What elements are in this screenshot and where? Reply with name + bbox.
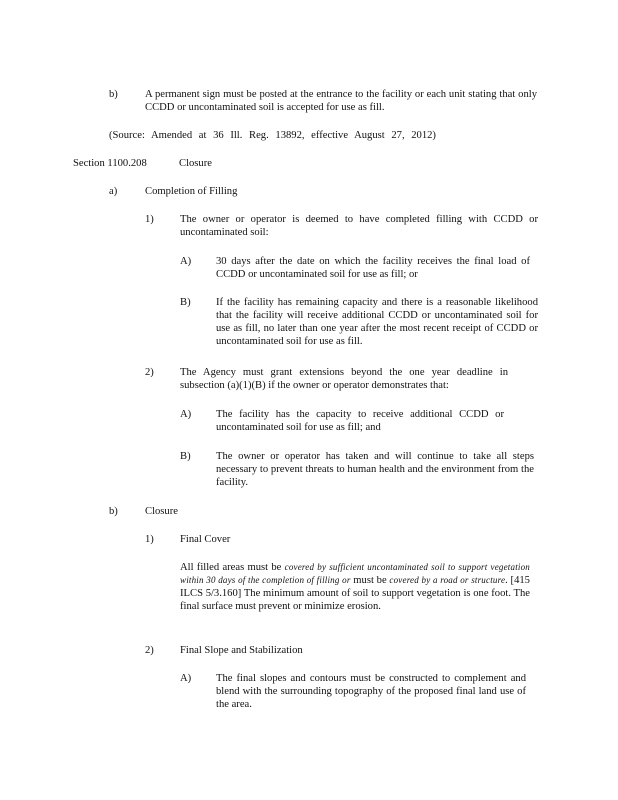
item-label: A) bbox=[180, 673, 192, 684]
item-label: 2) bbox=[145, 367, 154, 378]
subsection-label: a) bbox=[109, 186, 118, 197]
item-label: B) bbox=[180, 451, 191, 462]
text-run: must be bbox=[350, 575, 390, 586]
section-title: Closure bbox=[179, 158, 212, 169]
text-run: . [415 ILCS 5/3.160] The minimum amount of soil to support vegetation is one foot. The final surface must prevent or minimize erosion. bbox=[180, 575, 530, 612]
item-label: B) bbox=[180, 297, 191, 308]
subsection-title: Closure bbox=[145, 506, 178, 517]
subsection-title: Completion of Filling bbox=[145, 186, 238, 197]
statutory-quote: covered by sufficient uncontaminated soil to support vegetation within 30 days of the completion of filling or bbox=[180, 562, 530, 585]
paragraph: 30 days after the date on which the facility receives the final load of CCDD or uncontaminated soil for use as fill; or bbox=[216, 256, 530, 280]
subsection-label: b) bbox=[109, 506, 118, 517]
item-label: 1) bbox=[145, 534, 154, 545]
item-label: A) bbox=[180, 409, 192, 420]
item-title: Final Slope and Stabilization bbox=[180, 645, 303, 656]
paragraph: The owner or operator has taken and will continue to take all steps necessary to prevent threats to human health and the environment from the facility. bbox=[216, 451, 534, 488]
item-title: Final Cover bbox=[180, 534, 231, 545]
item-label: A) bbox=[180, 256, 192, 267]
source-note: (Source: Amended at 36 Ill. Reg. 13892, effective August 27, 2012) bbox=[109, 130, 436, 141]
section-number: Section 1100.208 bbox=[73, 158, 147, 169]
paragraph: The final slopes and contours must be constructed to complement and blend with the surrounding topography of the proposed final land use of the area. bbox=[216, 673, 526, 710]
paragraph: The facility has the capacity to receive additional CCDD or uncontaminated soil for use as fill; and bbox=[216, 409, 504, 433]
item-label: b) bbox=[109, 89, 118, 100]
paragraph: If the facility has remaining capacity and there is a reasonable likelihood that the facility will receive additional CCDD or uncontaminated soil for use as fill, no later than one year after the most recent receipt of CCDD or uncontaminated soil for use as fill. bbox=[216, 297, 538, 347]
item-label: 1) bbox=[145, 214, 154, 225]
paragraph: A permanent sign must be posted at the entrance to the facility or each unit stating that only CCDD or uncontaminated soil is accepted for use as fill. bbox=[145, 89, 537, 113]
paragraph bbox=[180, 561, 530, 613]
item-label: 2) bbox=[145, 645, 154, 656]
paragraph: The Agency must grant extensions beyond the one year deadline in subsection (a)(1)(B) if the owner or operator demonstrates that: bbox=[180, 367, 508, 391]
paragraph: The owner or operator is deemed to have completed filling with CCDD or uncontaminated soil: bbox=[180, 214, 538, 238]
text-run: All filled areas must be bbox=[180, 562, 285, 573]
statutory-quote: covered by a road or structure bbox=[389, 575, 506, 585]
